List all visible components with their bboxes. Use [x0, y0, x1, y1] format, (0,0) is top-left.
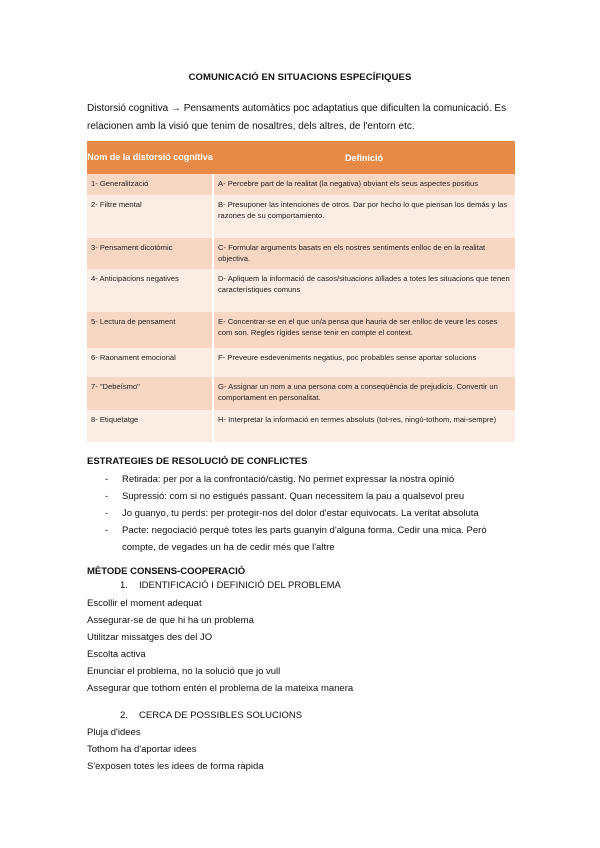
- strategy-item: [0, 488, 600, 506]
- distortion-name: 6- Raonament emocional: [87, 348, 213, 377]
- table-row: [87, 269, 515, 312]
- step-line: Escolta activa: [87, 649, 146, 660]
- bullet-dash: -: [105, 525, 109, 536]
- step-line: S'exposen totes les idees de forma ràpida: [87, 761, 264, 772]
- step-title: CERCA DE POSSIBLES SOLUCIONS: [139, 710, 303, 721]
- distortion-name: 2- Filtre mental: [87, 195, 213, 238]
- distortion-name: 7- "Debeísmo": [87, 377, 213, 410]
- distortion-name: 3- Pensament dicotòmic: [87, 238, 213, 269]
- step-number: 2.: [120, 710, 128, 721]
- distortion-definition: E- Concentrar-se en el que un/a pensa que hauria de ser enlloc de veure les coses com son. Regles rígides sense tenir en compte el context.: [213, 312, 515, 348]
- distortion-definition: B- Presuponer las intenciones de otros. Dar por hecho lo que piensan los demás y las razones de su comportamiento.: [213, 195, 515, 238]
- table-row: [87, 377, 515, 410]
- table-row: [87, 410, 515, 442]
- distortion-definition: H- Interpretar la informació en termes absoluts (tot-res, ningú-tothom, mai-sempre): [213, 410, 515, 442]
- step-line: Assegurar-se de que hi ha un problema: [87, 615, 254, 626]
- strategy-text: Supressió: com si no estigués passant. Quan necessitem la pau a qualsevol preu: [122, 491, 465, 502]
- bullet-dash: -: [105, 474, 109, 485]
- header-name-label: Nom de la distorsió cognitiva: [87, 152, 213, 162]
- distortion-definition: A- Percebre part de la realitat (la negativa) obviant els seus aspectes positius: [213, 174, 515, 195]
- document-title: COMUNICACIÓ EN SITUACIONS ESPECÍFIQUES: [188, 72, 412, 83]
- bullet-dash: -: [105, 508, 109, 519]
- strategy-text: Jo guanyo, tu perds: per protegir-nos del dolor d'estar equivocats. La veritat absoluta: [122, 508, 479, 519]
- strategies-heading: ESTRATEGIES DE RESOLUCIÓ DE CONFLICTES: [87, 456, 308, 467]
- distortion-name: 4- Anticipacions negatives: [87, 269, 213, 312]
- distortion-name: 1- Generalització: [87, 174, 213, 195]
- table-header-row: [87, 141, 515, 174]
- header-definition-cell: Definició: [213, 141, 515, 174]
- step-line: Escollir el moment adequat: [87, 598, 202, 609]
- step-line: Pluja d'idees: [87, 727, 141, 738]
- step-title: IDENTIFICACIÓ I DEFINICIÓ DEL PROBLEMA: [139, 580, 341, 591]
- method-heading: MÈTODE CONSENS-COOPERACIÓ: [87, 566, 246, 577]
- strategy-text: Retirada: per por a la confrontació/càstig. No permet expressar la nostra opinió: [122, 474, 455, 485]
- strategy-text: Pacte: negociació perquè totes les parts guanyin d'alguna forma. Cedir una mica. Però compte, de vegades un ha de cedir més que l'altre: [122, 525, 487, 553]
- table-row: [87, 174, 515, 195]
- table-row: [87, 195, 515, 238]
- header-name-cell: [87, 141, 213, 174]
- step-line: Tothom ha d'aportar idees: [87, 744, 197, 755]
- intro-paragraph: Distorsió cognitiva → Pensaments automàtics poc adaptatius que dificulten la comunicació. Es relacionen amb la visió que tenim de nosaltres, dels altres, de l'entorn etc.: [87, 103, 507, 132]
- bullet-dash: -: [105, 491, 109, 502]
- distortion-definition: F- Preveure esdeveniments negatius, poc probables sense aportar solucions: [213, 348, 515, 377]
- distortion-table: [87, 141, 515, 442]
- distortion-definition: G- Assignar un nom a una persona com a conseqüència de prejudicis. Convertir un comportament en personalitat.: [213, 377, 515, 410]
- distortion-name: 8- Etiquetatge: [87, 410, 213, 442]
- distortion-definition: C- Formular arguments basats en els nostres sentiments enlloc de en la realitat objectiva.: [213, 238, 515, 269]
- table-row: [87, 312, 515, 348]
- distortion-definition: D- Apliquem la informació de casos/situacions aïllades a totes les situacions que tenen característiques comuns: [213, 269, 515, 312]
- strategy-item: [0, 505, 600, 523]
- step-line: Enunciar el problema, no la solució que jo vull: [87, 666, 281, 677]
- table-row: [87, 238, 515, 269]
- distortion-name: 5- Lectura de pensament: [87, 312, 213, 348]
- step-number: 1.: [120, 580, 128, 591]
- table-row: [87, 348, 515, 377]
- strategy-item: [0, 522, 600, 558]
- step-line: Utilitzar missatges des del JO: [87, 632, 213, 643]
- step-line: Assegurar que tothom entén el problema de la mateixa manera: [87, 683, 354, 694]
- strategy-item: [0, 471, 600, 489]
